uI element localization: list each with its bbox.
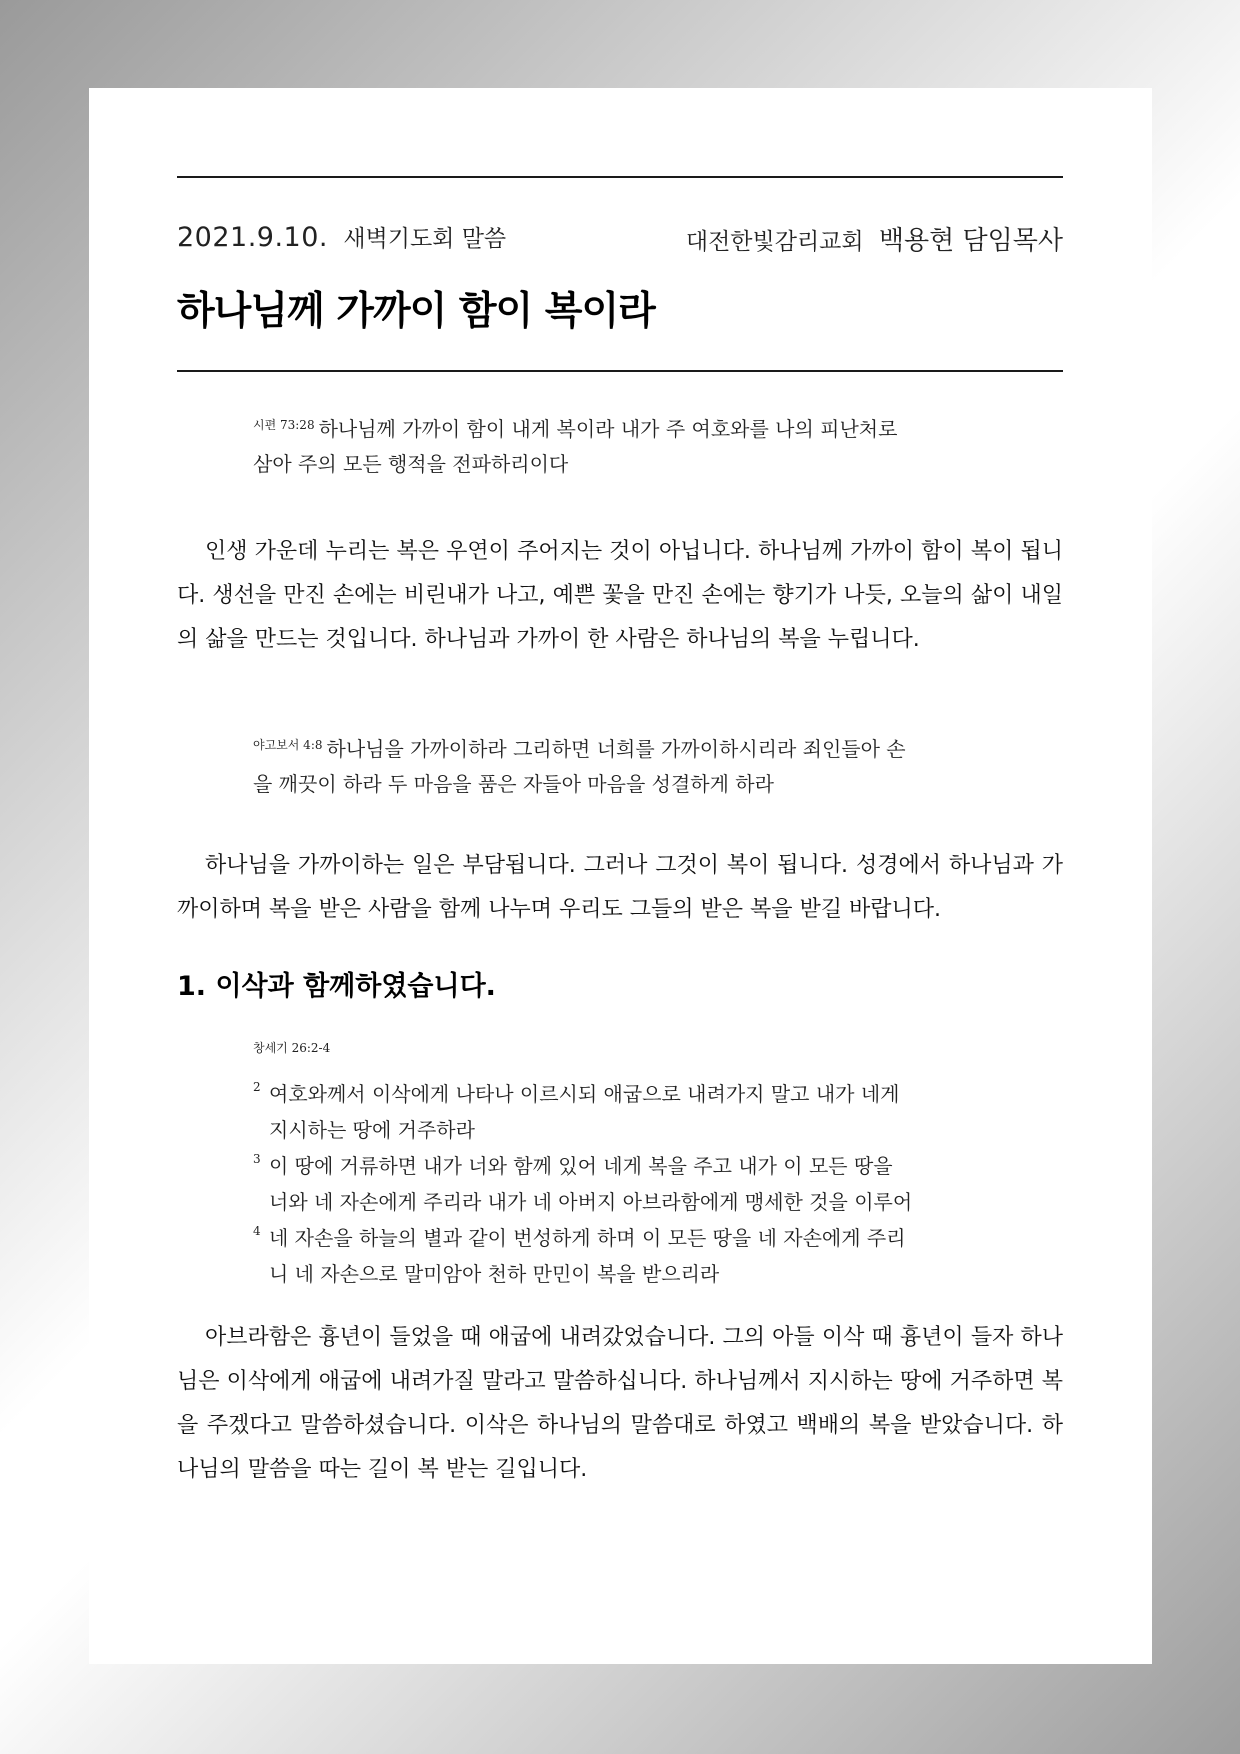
scripture-reference: 시편 73:28 xyxy=(253,418,315,432)
scripture-text: 을 깨끗이 하라 두 마음을 품은 자들아 마음을 성결하게 하라 xyxy=(253,772,774,796)
verse-number: 2 xyxy=(253,1080,261,1094)
header-left xyxy=(177,220,506,253)
verse-line xyxy=(253,1112,993,1148)
scripture-text: 하나님께 가까이 함이 내게 복이라 내가 주 여호와를 나의 피난처로 xyxy=(318,417,898,441)
sermon-title: 하나님께 가까이 함이 복이라 xyxy=(177,289,655,334)
document-page xyxy=(89,88,1152,1664)
scripture-line xyxy=(253,408,993,447)
title-divider xyxy=(177,370,1063,372)
verse-line xyxy=(253,1148,993,1184)
verse-text: 니 네 자손으로 말미암아 천하 만민이 복을 받으리라 xyxy=(269,1262,720,1286)
pastor-name: 백용현 담임목사 xyxy=(878,226,1063,256)
scripture-quote xyxy=(253,408,993,482)
scripture-passage xyxy=(253,1038,993,1292)
header-meta xyxy=(177,220,1063,256)
passage-reference: 창세기 26:2-4 xyxy=(253,1041,331,1055)
body-paragraph: 아브라함은 흉년이 들었을 때 애굽에 내려갔었습니다. 그의 아들 이삭 때 흉년이 들자 하나님은 이삭에게 애굽에 내려가질 말라고 말씀하십니다. 하나님께서 지시하는 땅에 거주하면 복을 주겠다고 말씀하셨습니다. 이삭은 하나님의 말씀대로 하였고 백배의 복을 받았습니다. 하나님의 말씀을 따는 길이 복 받는 길입니다. xyxy=(177,1325,1063,1482)
verse-text: 여호와께서 이삭에게 나타나 이르시되 애굽으로 내려가지 말고 내가 네게 xyxy=(269,1082,900,1106)
section-heading: 1. 이삭과 함께하였습니다. xyxy=(177,971,496,1002)
scripture-reference: 야고보서 4:8 xyxy=(253,738,323,752)
verse-line xyxy=(253,1220,993,1256)
verse-text: 너와 네 자손에게 주리라 내가 네 아버지 아브라함에게 맹세한 것을 이루어 xyxy=(269,1190,913,1214)
verse-line xyxy=(253,1256,993,1292)
verse-line xyxy=(253,1184,993,1220)
verse-text: 이 땅에 거류하면 내가 너와 함께 있어 네게 복을 주고 내가 이 모든 땅을 xyxy=(269,1154,893,1178)
verse-text: 지시하는 땅에 거주하라 xyxy=(269,1118,475,1142)
verse-number: 3 xyxy=(253,1152,261,1166)
scripture-text: 삼아 주의 모든 행적을 전파하리이다 xyxy=(253,452,569,476)
top-divider xyxy=(177,176,1063,178)
header-right xyxy=(686,220,1063,257)
verse-number: 4 xyxy=(253,1224,261,1238)
scripture-quote xyxy=(253,728,993,802)
body-paragraph: 인생 가운데 누리는 복은 우연이 주어지는 것이 아닙니다. 하나님께 가까이 함이 복이 됩니다. 생선을 만진 손에는 비린내가 나고, 예쁜 꽃을 만진 손에는 향기가 나듯, 오늘의 삶이 내일의 삶을 만드는 것입니다. 하나님과 가까이 한 사람은 하나님의 복을 누립니다. xyxy=(177,539,1063,652)
service-name: 새벽기도회 말씀 xyxy=(343,226,507,252)
body-paragraph: 하나님을 가까이하는 일은 부담됩니다. 그러나 그것이 복이 됩니다. 성경에서 하나님과 가까이하며 복을 받은 사람을 함께 나누며 우리도 그들의 받은 복을 받길 바랍니다. xyxy=(177,853,1063,922)
verse-text: 네 자손을 하늘의 별과 같이 번성하게 하며 이 모든 땅을 네 자손에게 주리 xyxy=(269,1226,906,1250)
scripture-text: 하나님을 가까이하라 그리하면 너희를 가까이하시리라 죄인들아 손 xyxy=(326,737,906,761)
church-name: 대전한빛감리교회 xyxy=(685,229,864,255)
scripture-line xyxy=(253,728,993,767)
sermon-date: 2021.9.10. xyxy=(177,222,328,253)
verse-line xyxy=(253,1076,993,1112)
